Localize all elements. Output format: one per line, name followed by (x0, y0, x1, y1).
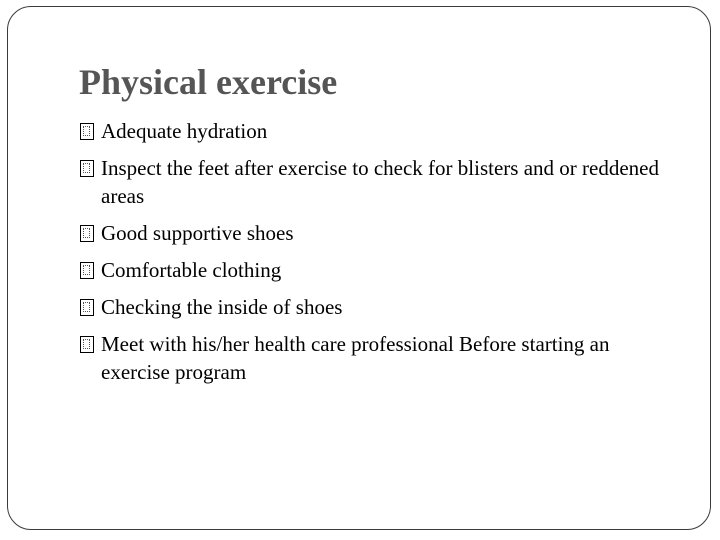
bullet-text: Inspect the feet after exercise to check for blisters and or reddened areas (101, 156, 659, 208)
missing-glyph-box-icon (80, 160, 94, 177)
bullet-text: Good supportive shoes (101, 221, 294, 245)
bullet-item (79, 293, 679, 321)
bullet-text: Meet with his/her health care professional Before starting an exercise program (101, 332, 610, 384)
bullet-item (79, 117, 679, 145)
bullet-item (79, 256, 679, 284)
bullet-list (79, 117, 679, 395)
missing-glyph-box-icon (80, 123, 94, 140)
missing-glyph-box-icon (80, 262, 94, 279)
bullet-item (79, 330, 679, 386)
bullet-text: Adequate hydration (101, 119, 268, 143)
missing-glyph-box-icon (80, 336, 94, 353)
bullet-text: Checking the inside of shoes (101, 295, 343, 319)
slide-title: Physical exercise (79, 62, 338, 102)
missing-glyph-box-icon (80, 225, 94, 242)
bullet-text: Comfortable clothing (101, 258, 282, 282)
missing-glyph-box-icon (80, 299, 94, 316)
bullet-item (79, 154, 679, 210)
bullet-item (79, 219, 679, 247)
